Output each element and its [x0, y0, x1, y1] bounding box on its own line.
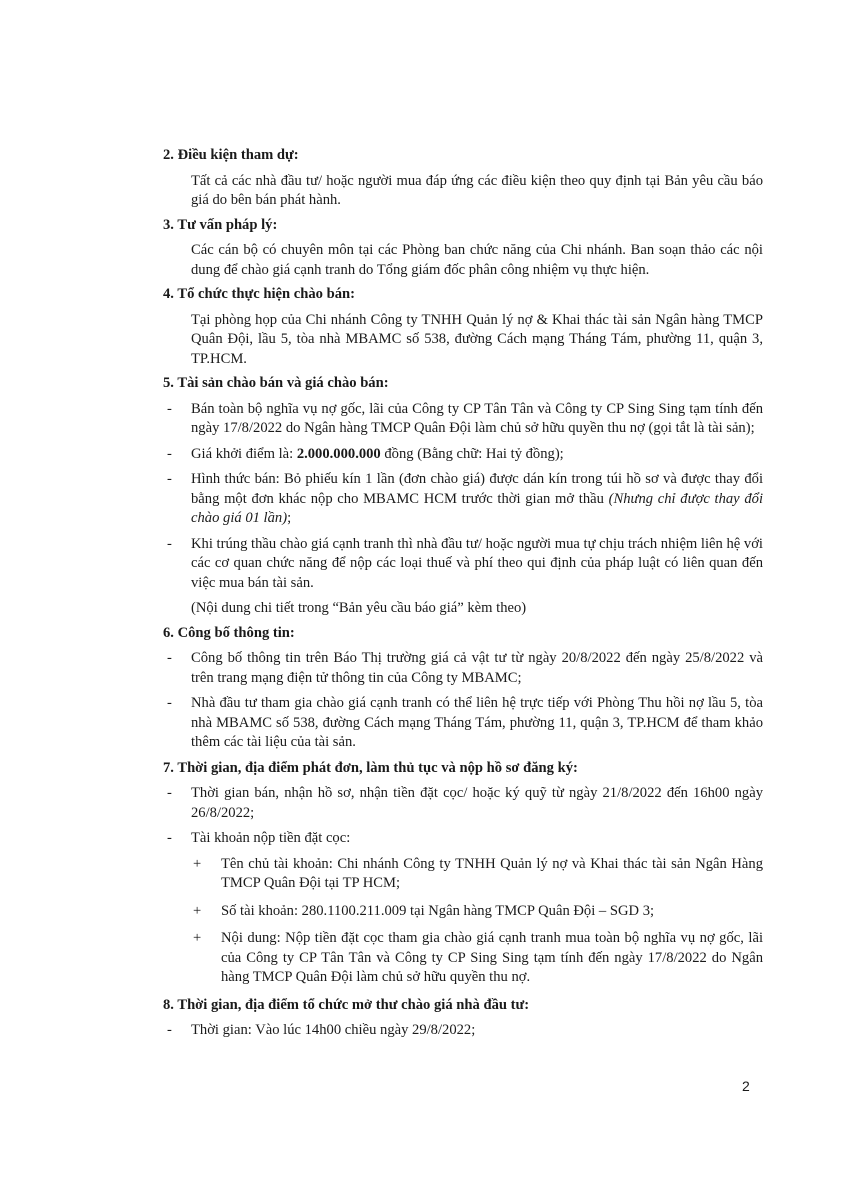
section-heading: 2. Điều kiện tham dự: — [163, 147, 299, 163]
section-2 — [163, 146, 763, 211]
starting-price-label: Giá khởi điểm là: — [191, 445, 297, 462]
account-holder: Tên chủ tài khoản: Chi nhánh Công ty TNHH Quản lý nợ và Khai thác tài sản Ngân Hàng TMCP Quân Đội tại TP HCM; — [221, 855, 763, 891]
section-3 — [163, 216, 763, 281]
sale-method-text: Hình thức bán: Bỏ phiếu kín 1 lần (đơn chào giá) được dán kín trong túi hồ sơ và được thay đổi bằng một đơn khác nộp cho MBAMC HCM trước thời gian mở thầu — [191, 471, 763, 507]
section-paragraph: Tất cả các nhà đầu tư/ hoặc người mua đáp ứng các điều kiện theo quy định tại Bản yêu cầu báo giá do bên bán phát hành. — [191, 172, 763, 208]
sale-method-note: (Nhưng chỉ được thay đổi chào giá 01 lần) — [191, 490, 763, 526]
section-heading: 7. Thời gian, địa điểm phát đơn, làm thủ tục và nộp hồ sơ đăng ký: — [163, 759, 578, 776]
dash-marker: - — [167, 785, 172, 801]
dash-marker: - — [167, 1022, 172, 1038]
list-item — [163, 829, 763, 849]
dash-marker: - — [167, 535, 172, 552]
list-item-text: Thời gian bán, nhận hồ sơ, nhận tiền đặt cọc/ hoặc ký quỹ từ ngày 21/8/2022 đến 16h00 ngày 26/8/2022; — [191, 785, 763, 821]
section-paragraph: Các cán bộ có chuyên môn tại các Phòng ban chức năng của Chi nhánh. Ban soạn thảo các nội dung để chào giá cạnh tranh do Tổng giám đốc phân công nhiệm vụ thực hiện. — [191, 242, 763, 278]
dash-marker: - — [167, 830, 172, 846]
list-item — [163, 784, 763, 823]
list-item — [163, 400, 763, 439]
list-item-text: Bán toàn bộ nghĩa vụ nợ gốc, lãi của Công ty CP Tân Tân và Công ty CP Sing Sing tạm tính đến ngày 17/8/2022 do Ngân hàng TMCP Quân Đội làm chủ sở hữu quyền thu nợ (gọi tắt là tài sản); — [191, 400, 763, 436]
plus-marker: + — [193, 902, 202, 919]
section-heading: 4. Tổ chức thực hiện chào bán: — [163, 286, 355, 302]
section-4 — [163, 285, 763, 369]
starting-price-amount: 2.000.000.000 — [296, 445, 381, 462]
sub-list-item — [163, 902, 763, 922]
dash-marker: - — [167, 445, 172, 462]
section-5 — [163, 374, 763, 619]
section-heading: 6. Công bố thông tin: — [163, 624, 295, 641]
detail-note: (Nội dung chi tiết trong “Bản yêu cầu báo giá” kèm theo) — [191, 600, 527, 616]
list-item — [163, 470, 763, 529]
list-item — [163, 694, 763, 753]
starting-price-words: đồng (Bằng chữ: Hai tỷ đồng); — [380, 445, 564, 462]
transfer-content: Nội dung: Nộp tiền đặt cọc tham gia chào giá cạnh tranh mua toàn bộ nghĩa vụ nợ gốc, lãi của Công ty CP Tân Tân và Công ty CP Sing Sing tạm tính đến ngày 17/8/2022 do Ngân hàng TMCP Quân Đội làm chủ sở hữu quyền thu nợ. — [221, 930, 763, 985]
account-number: Số tài khoản: 280.1100.211.009 tại Ngân hàng TMCP Quân Đội – SGD 3; — [221, 902, 655, 919]
section-heading: 5. Tài sản chào bán và giá chào bán: — [163, 375, 389, 391]
section-paragraph: Tại phòng họp của Chi nhánh Công ty TNHH Quản lý nợ & Khai thác tài sản Ngân hàng TMCP Quân Đội, lầu 5, tòa nhà MBAMC số 538, đường Cách mạng Tháng Tám, phường 11, quận 3, TP.HCM. — [191, 311, 763, 367]
plus-marker: + — [193, 930, 202, 946]
section-heading: 3. Tư vấn pháp lý: — [163, 216, 278, 233]
plus-marker: + — [193, 855, 202, 872]
list-item — [163, 535, 763, 594]
section-8 — [163, 996, 763, 1041]
document-body — [163, 146, 763, 1047]
section-7 — [163, 759, 763, 988]
dash-marker: - — [167, 650, 172, 666]
list-item-text: Tài khoản nộp tiền đặt cọc: — [191, 830, 351, 846]
section-heading: 8. Thời gian, địa điểm tổ chức mở thư chào giá nhà đầu tư: — [163, 996, 530, 1013]
list-item — [163, 1021, 763, 1041]
sub-list-item — [163, 929, 763, 988]
dash-marker: - — [167, 471, 172, 487]
sub-list-item — [163, 855, 763, 894]
list-item-text: Khi trúng thầu chào giá cạnh tranh thì nhà đầu tư/ hoặc người mua tự chịu trách nhiệm liên hệ với các cơ quan chức năng để nộp các loại thuế và phí theo qui định của pháp luật có liên quan đến việc mua bán tài sản. — [191, 535, 763, 591]
list-item-text: Công bố thông tin trên Báo Thị trường giá cả vật tư từ ngày 20/8/2022 đến ngày 25/8/2022 và trên trang mạng điện tử thông tin của Công ty MBAMC; — [191, 650, 763, 686]
sale-method-end: ; — [287, 510, 292, 526]
dash-marker: - — [167, 695, 172, 711]
dash-marker: - — [167, 400, 172, 417]
list-item-text: Thời gian: Vào lúc 14h00 chiều ngày 29/8/2022; — [191, 1022, 476, 1038]
list-item-text: Nhà đầu tư tham gia chào giá cạnh tranh có thể liên hệ trực tiếp với Phòng Thu hồi nợ lầu 5, tòa nhà MBAMC số 538, đường Cách mạng Tháng Tám, phường 11, quận 3, TP.HCM để tham khảo thêm các tài liệu của tài sản. — [191, 695, 763, 750]
page-number: 2 — [742, 1078, 750, 1094]
list-item — [163, 649, 763, 688]
section-6 — [163, 624, 763, 753]
list-item — [163, 445, 763, 465]
